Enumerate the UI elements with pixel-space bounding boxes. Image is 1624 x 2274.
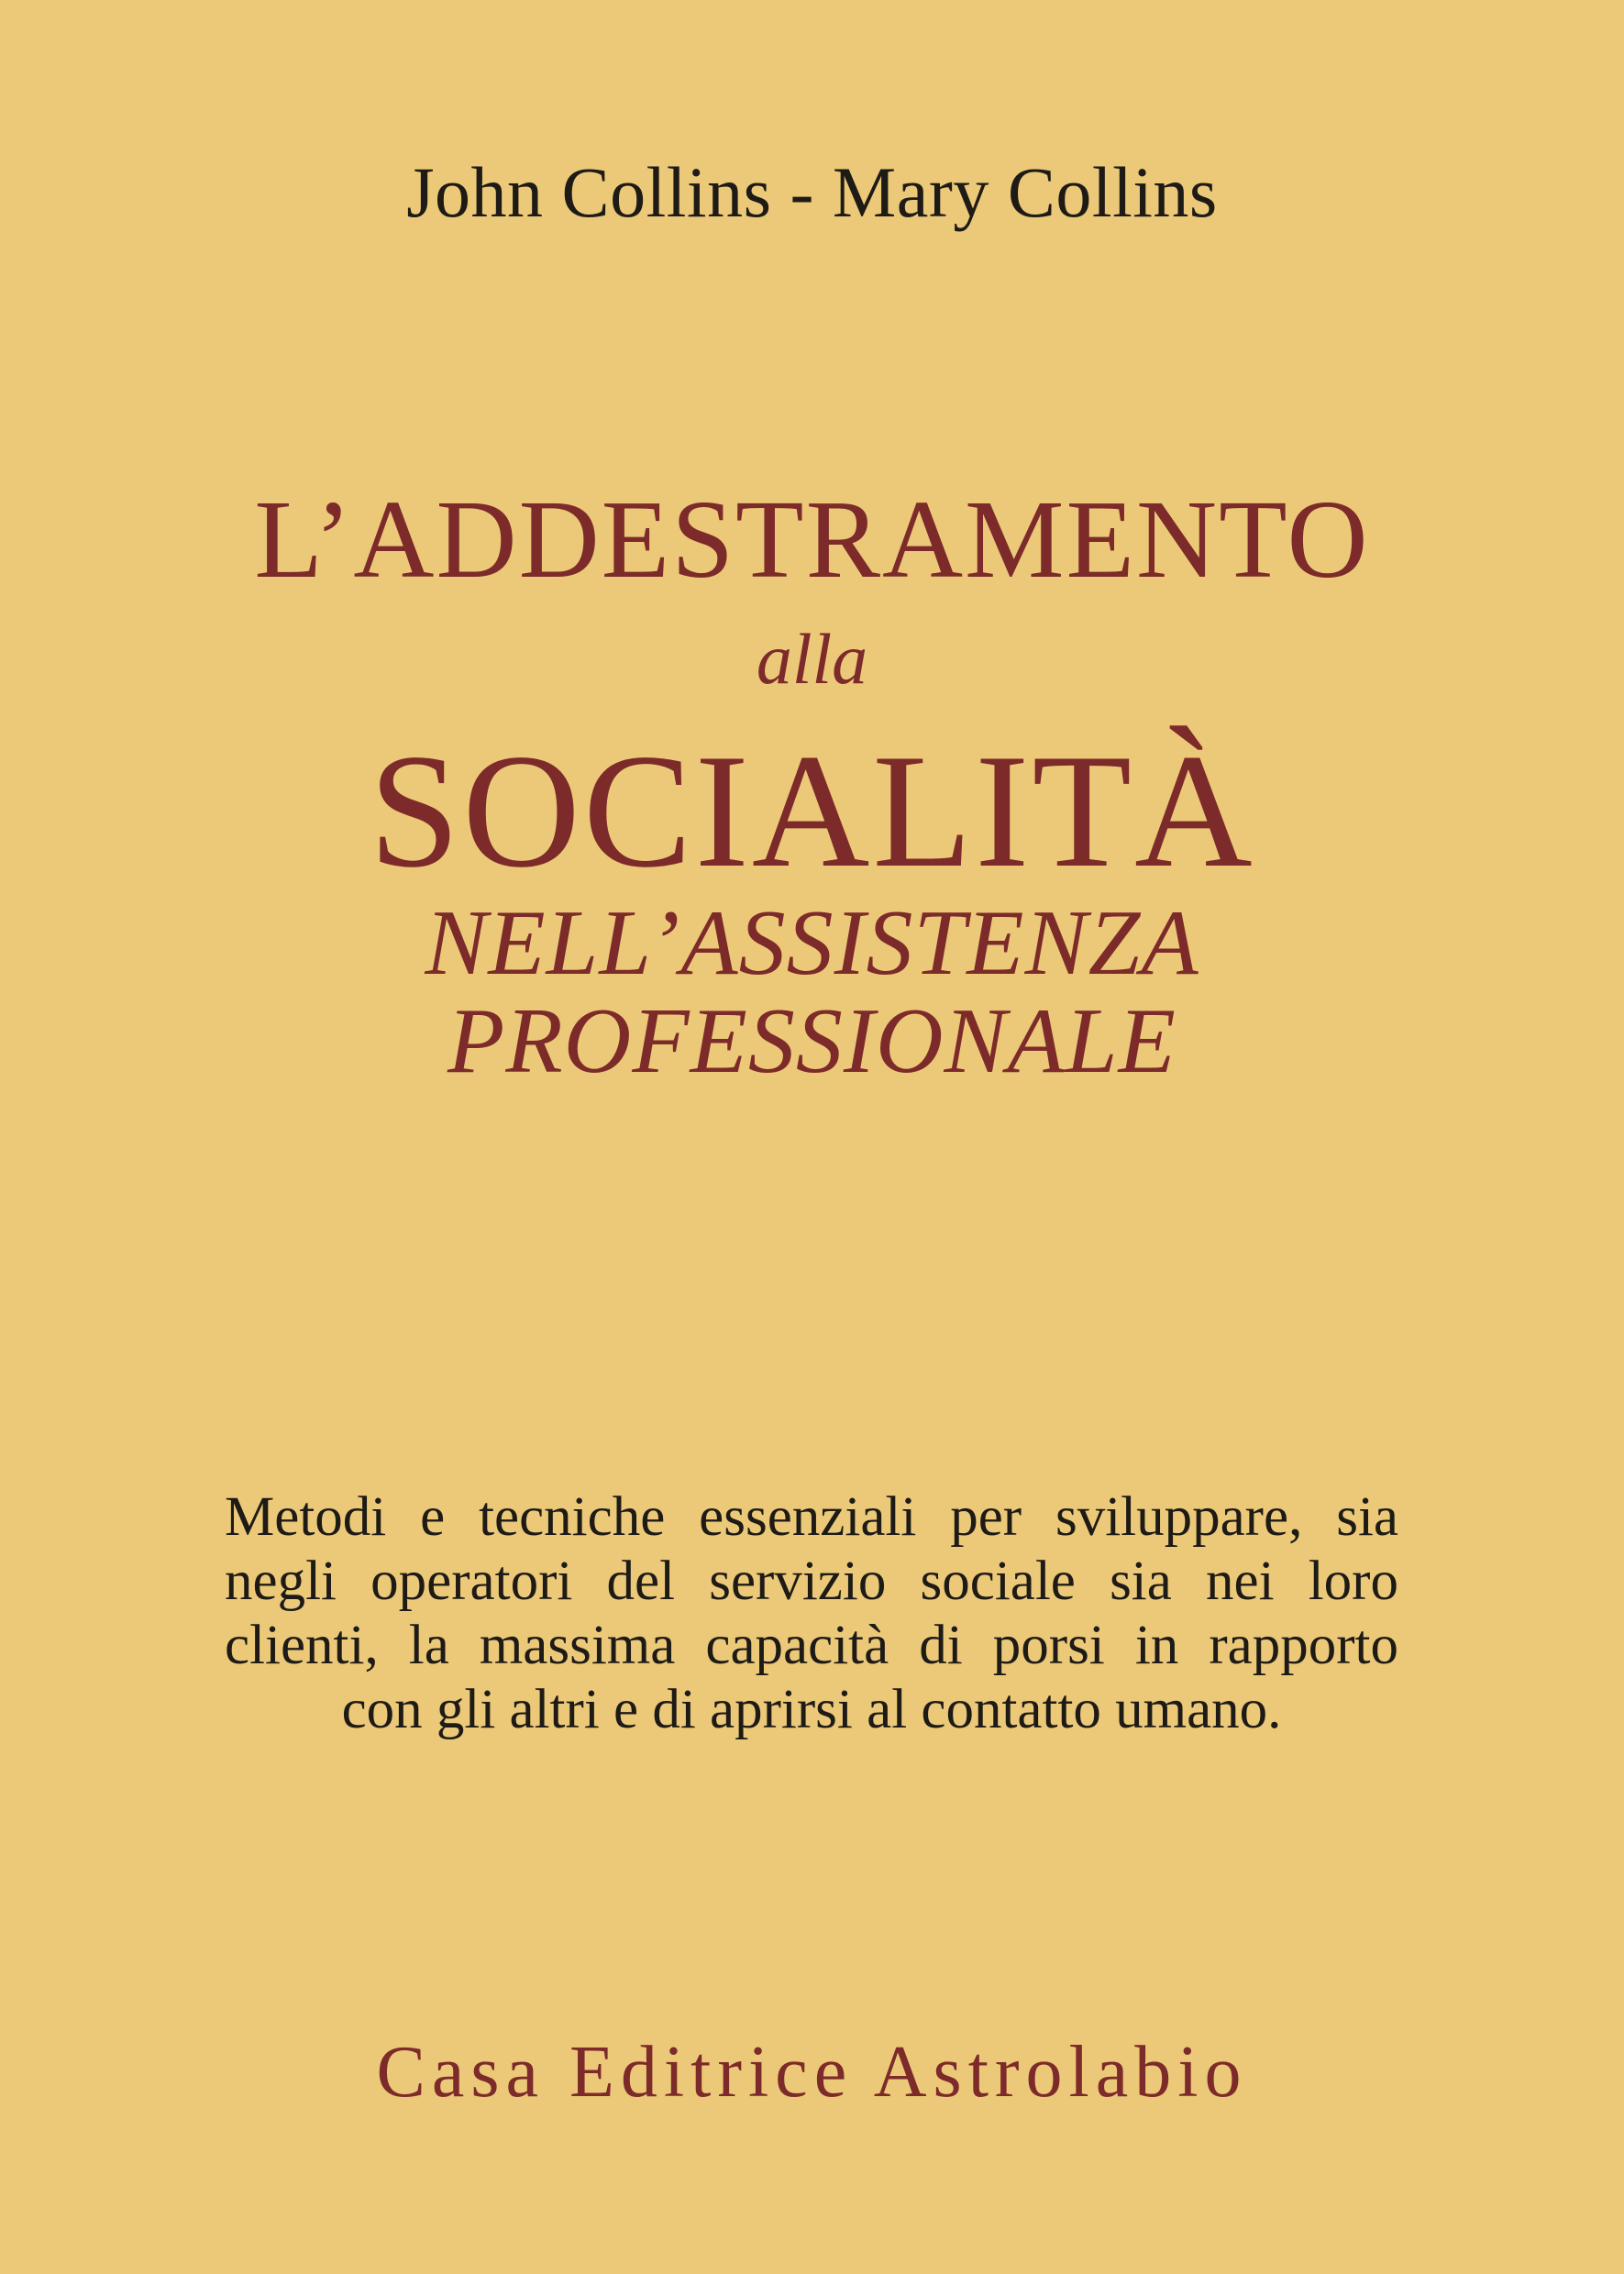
title-connector: alla <box>756 619 868 699</box>
description-line: clienti, la massima capacità di porsi in rapporto <box>225 1615 1398 1676</box>
description-line: con gli altri e di aprirsi al contatto umano. <box>341 1679 1282 1740</box>
authors: John Collins - Mary Collins <box>406 152 1218 232</box>
description-line: Metodi e tecniche essenziali per sviluppare, sia <box>225 1486 1398 1548</box>
publisher: Casa Editrice Astrolabio <box>376 2032 1248 2113</box>
subtitle-line-2: PROFESSIONALE <box>447 989 1177 1094</box>
description-line: negli operatori del servizio sociale sia nei loro <box>225 1551 1398 1612</box>
description <box>225 1485 1398 1742</box>
title-keyword: SOCIALITÀ <box>369 720 1255 901</box>
title-main: L’ADDESTRAMENTO <box>254 478 1370 602</box>
subtitle <box>0 891 1624 1094</box>
subtitle-line-1: NELL’ASSISTENZA <box>425 891 1199 995</box>
